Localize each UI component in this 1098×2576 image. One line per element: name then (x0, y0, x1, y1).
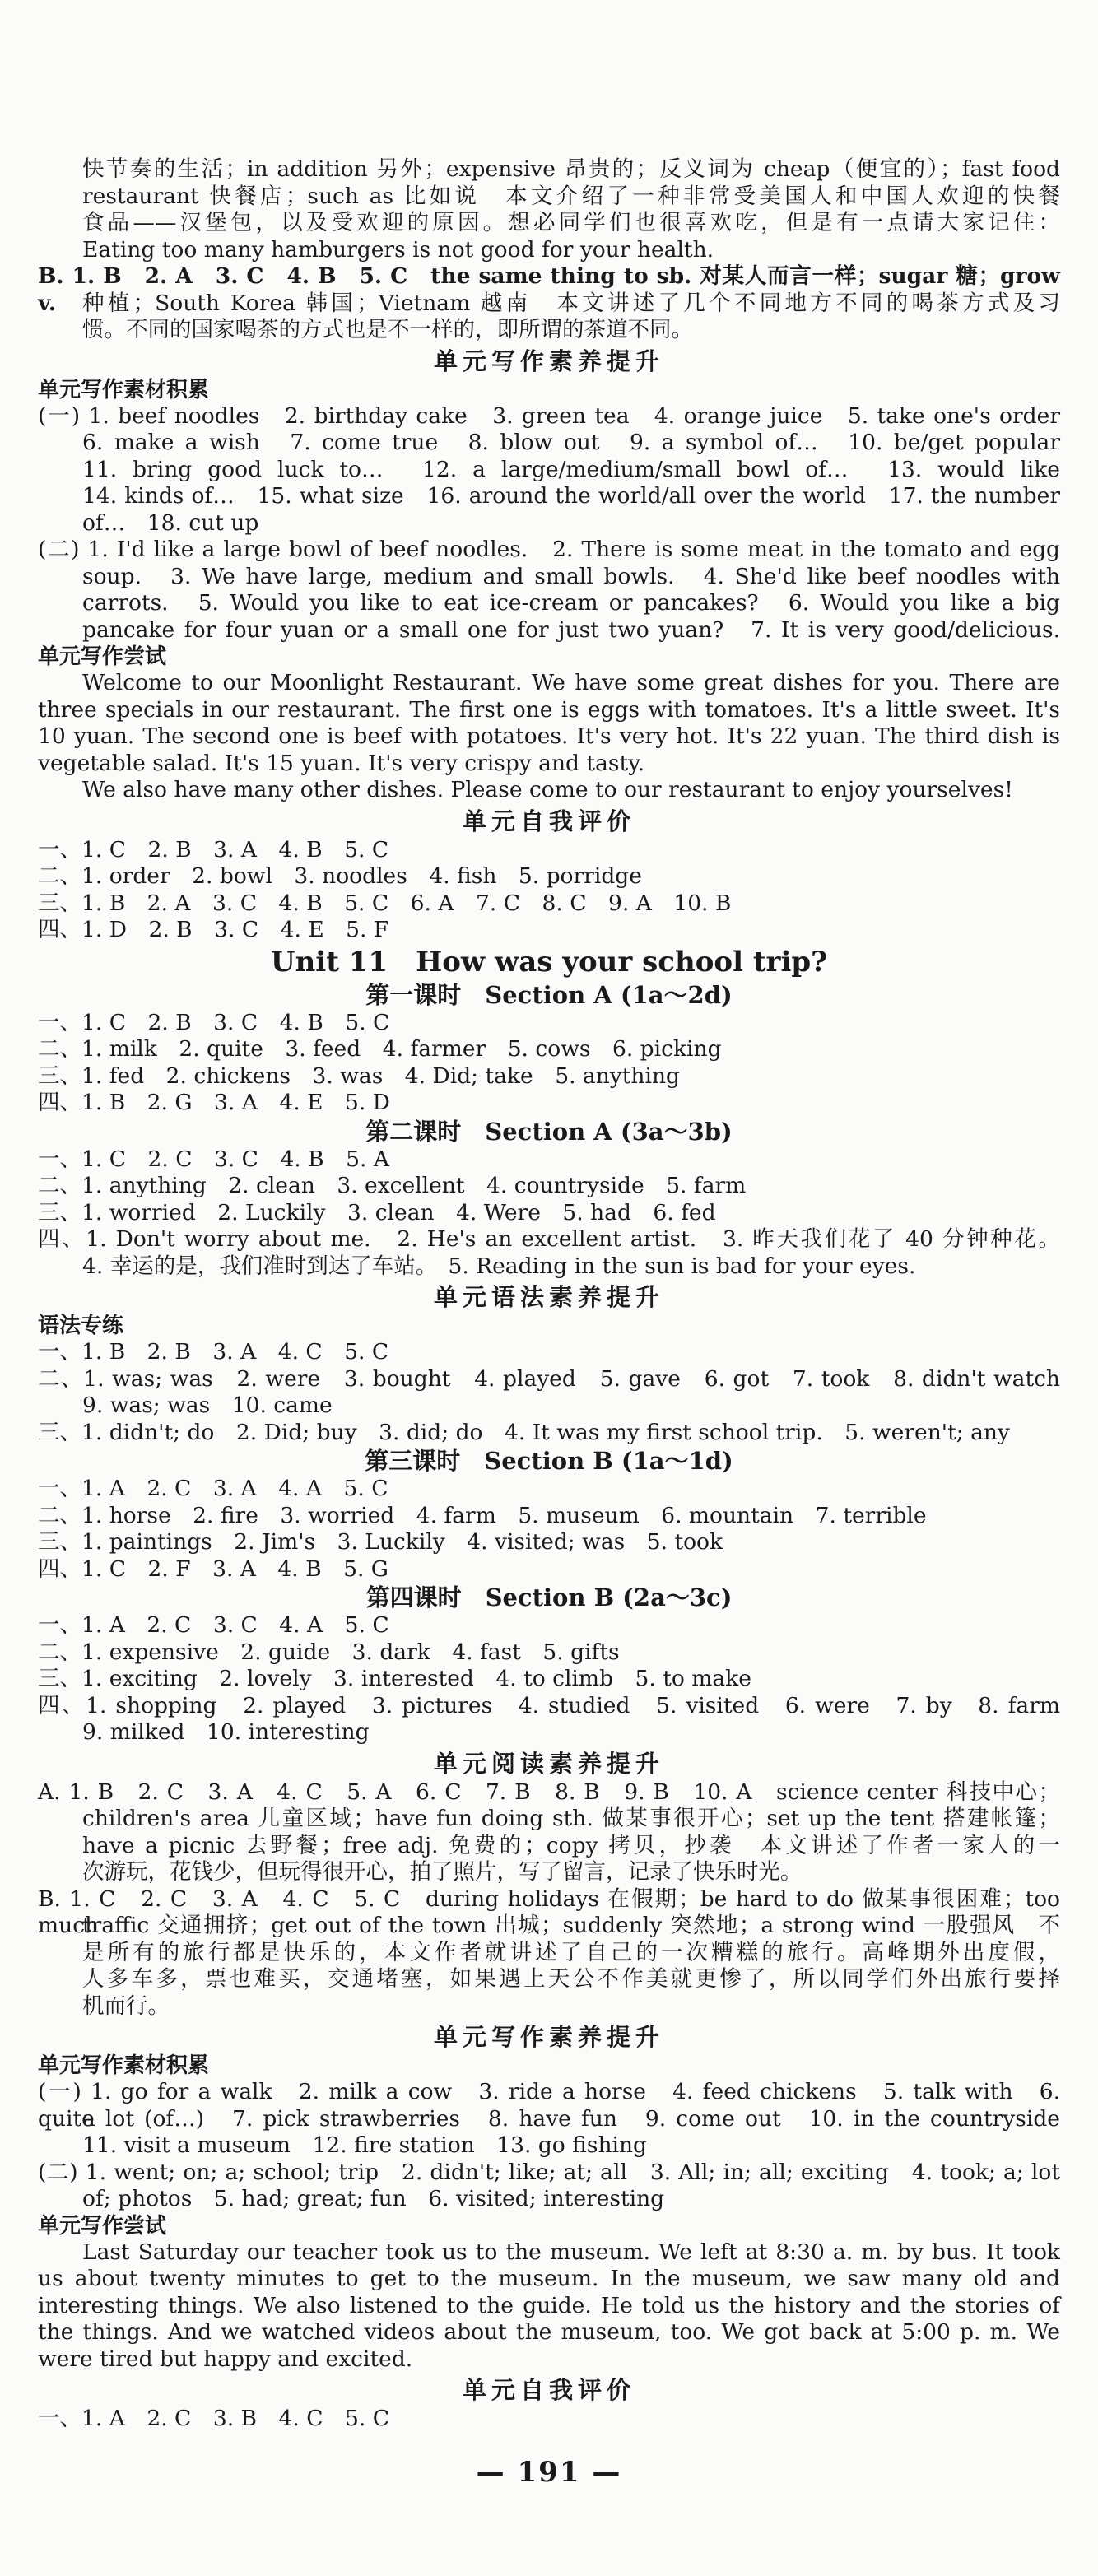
text-line: B. 1. B 2. A 3. C 4. B 5. C the same thing to sb. 对某人而言一样；sugar 糖；grow v. (38, 263, 1060, 316)
section-heading: 单元语法素养提升 (433, 1283, 664, 1311)
answer-line: 二、1. horse 2. fire 3. worried 4. farm 5. museum 6. mountain 7. terrible (38, 1502, 927, 1528)
answer-line: 9. was; was 10. came (82, 1393, 333, 1418)
text-line: 11. bring good luck to… 12. a large/medium/small bowl of… 13. would like (82, 456, 1060, 482)
answer-line: 三、1. didn't; do 2. Did; buy 3. did; do 4. It was my first school trip. 5. weren't; any (38, 1419, 1010, 1445)
section-heading: 单元写作素养提升 (433, 346, 664, 375)
answer-line: 二、1. expensive 2. guide 3. dark 4. fast 5. gifts (38, 1639, 620, 1665)
subsection-title: 单元写作素材积累 (38, 2053, 210, 2078)
essay-paragraph: Last Saturday our teacher took us to the museum. We left at 8:30 a. m. by bus. It took us about twenty minutes to get to the museum. In the museum, we saw many old and interesting things. We also listened to the guide. He told us the history and the stories of the things. And we watched videos about the museum, too. We got back at 5:00 p. m. We were tired but happy and excited. (38, 2239, 1060, 2372)
answer-line: 三、1. worried 2. Luckily 3. clean 4. Were 5. had 6. fed (38, 1199, 716, 1225)
text-line: pancake for four yuan or a small one for just two yuan? 7. It is very good/delicious. (82, 616, 1060, 643)
text-line: (二) 1. I'd like a large bowl of beef noodles. 2. There is some meat in the tomato and egg (38, 537, 1060, 562)
text-line: 机而行。 (82, 1992, 170, 2019)
answer-line: 三、1. paintings 2. Jim's 3. Luckily 4. visited; was 5. took (38, 1529, 723, 1555)
answer-line: 二、1. was; was 2. were 3. bought 4. played 5. gave 6. got 7. took 8. didn't watch (38, 1365, 1060, 1392)
text-line: 11. visit a museum 12. fire station 13. go fishing (82, 2132, 648, 2158)
text-line: a lot (of…) 7. pick strawberries 8. have fun 9. come out 10. in the countryside (82, 2105, 1060, 2132)
text-line: traffic 交通拥挤；get out of the town 出城；suddenly 突然地；a strong wind 一股强风 不 (82, 1913, 1060, 1938)
text-line: of; photos 5. had; great; fun 6. visited; interesting (82, 2186, 665, 2211)
answer-line: 四、1. B 2. G 3. A 4. E 5. D (38, 1090, 390, 1115)
text-line: 快节奏的生活；in addition 另外；expensive 昂贵的；反义词为 cheap（便宜的）；fast food (82, 156, 1060, 182)
text-line: 惯。不同的国家喝茶的方式也是不一样的，即所谓的茶道不同。 (82, 317, 693, 342)
text-line: B. 1. C 2. C 3. A 4. C 5. C during holidays 在假期；be hard to do 做某事很困难；too much (38, 1886, 1060, 1938)
essay-paragraph: Welcome to our Moonlight Restaurant. We have some great dishes for you. There are three specials in our restaurant. The first one is eggs with tomatoes. It's a little sweet. It's 10 yuan. The second one is beef with potatoes. It's very hot. It's 22 yuan. The third dish is vegetable salad. It's 15 yuan. It's very crispy and tasty. (38, 670, 1060, 776)
section-heading: 单元自我评价 (462, 2376, 635, 2404)
text-line: 种植；South Korea 韩国；Vietnam 越南 本文讲述了几个不同地方不同的喝茶方式及习 (82, 290, 1060, 316)
answer-line: 四、1. shopping 2. played 3. pictures 4. studied 5. visited 6. were 7. by 8. farm (38, 1692, 1060, 1718)
subsection-title: 单元写作素材积累 (38, 377, 210, 402)
unit-title: Unit 11 How was your school trip? (270, 945, 828, 979)
answer-line: 一、1. B 2. B 3. A 4. C 5. C (38, 1339, 389, 1365)
text-line: have a picnic 去野餐；free adj. 免费的；copy 拷贝，抄袭 本文讲述了作者一家人的一 (82, 1832, 1060, 1858)
answer-line: 一、1. A 2. C 3. B 4. C 5. C (38, 2406, 389, 2431)
text-line: Eating too many hamburgers is not good for your health. (82, 236, 714, 263)
text-line: of… 18. cut up (82, 509, 259, 536)
text-line: 次游玩，花钱少，但玩得很开心，拍了照片，写了留言，记录了快乐时光。 (82, 1859, 803, 1885)
lesson-title: 第二课时 Section A (3a～3b) (365, 1117, 733, 1146)
essay-paragraph: We also have many other dishes. Please come to our restaurant to enjoy yourselves! (82, 777, 1013, 802)
text-line: soup. 3. We have large, medium and small bowls. 4. She'd like beef noodles with (82, 563, 1060, 589)
subsection-title: 语法专练 (38, 1314, 124, 1338)
text-line: (一) 1. beef noodles 2. birthday cake 3. green tea 4. orange juice 5. take one's order (38, 402, 1060, 429)
subsection-title: 单元写作尝试 (38, 2213, 167, 2239)
text-line: children's area 儿童区域；have fun doing sth. 做某事很开心；set up the tent 搭建帐篷； (82, 1806, 1060, 1831)
answer-line: 一、1. C 2. B 3. A 4. B 5. C (38, 836, 389, 863)
text-line: restaurant 快餐店；such as 比如说 本文介绍了一种非常受美国人和中国人欢迎的快餐 (82, 183, 1060, 209)
answer-line: 一、1. A 2. C 3. A 4. A 5. C (38, 1476, 388, 1501)
lesson-title: 第三课时 Section B (1a～1d) (365, 1447, 733, 1475)
answer-line: 9. milked 10. interesting (82, 1719, 370, 1745)
section-heading: 单元阅读素养提升 (433, 1749, 664, 1778)
text-line: A. 1. B 2. C 3. A 4. C 5. A 6. C 7. B 8. B 9. B 10. A science center 科技中心； (38, 1779, 1060, 1805)
text-line: carrots. 5. Would you like to eat ice-cream or pancakes? 6. Would you like a big (82, 590, 1060, 616)
text-line: 6. make a wish 7. come true 8. blow out 9. a symbol of… 10. be/get popular (82, 430, 1060, 455)
answer-line: 三、1. B 2. A 3. C 4. B 5. C 6. A 7. C 8. C 9. A 10. B (38, 890, 732, 916)
answer-line: 三、1. fed 2. chickens 3. was 4. Did; take 5. anything (38, 1062, 680, 1089)
top-section (38, 156, 1060, 344)
answer-line: 一、1. C 2. C 3. C 4. B 5. A (38, 1146, 389, 1172)
answer-line: 一、1. A 2. C 3. C 4. A 5. C (38, 1612, 389, 1638)
text-line: 人多车多，票也难买，交通堵塞，如果遇上天公不作美就更惨了，所以同学们外出旅行要择 (82, 1966, 1060, 1992)
answer-line: 一、1. C 2. B 3. C 4. B 5. C (38, 1009, 390, 1035)
answer-line: 二、1. milk 2. quite 3. feed 4. farmer 5. cows 6. picking (38, 1036, 722, 1062)
answer-line: 4. 幸运的是，我们准时到达了车站。 5. Reading in the sun is bad for your eyes. (82, 1253, 916, 1279)
answer-line: 二、1. order 2. bowl 3. noodles 4. fish 5. porridge (38, 863, 642, 889)
section-heading: 单元自我评价 (462, 807, 635, 835)
text-line: (一) 1. go for a walk 2. milk a cow 3. ride a horse 4. feed chickens 5. talk with 6. quite (38, 2079, 1060, 2132)
page-number: — 191 — (476, 2455, 622, 2489)
subsection-title: 单元写作尝试 (38, 644, 167, 669)
text-line: (二) 1. went; on; a; school; trip 2. didn't; like; at; all 3. All; in; all; exciting 4. took; a; lot (38, 2159, 1060, 2185)
text-line: 是所有的旅行都是快乐的，本文作者就讲述了自己的一次糟糕的旅行。高峰期外出度假， (82, 1939, 1060, 1965)
lesson-title: 第一课时 Section A (1a～2d) (365, 980, 733, 1009)
text-line: 食品——汉堡包，以及受欢迎的原因。想必同学们也很喜欢吃，但是有一点请大家记住： (82, 210, 1060, 235)
text-line: 14. kinds of… 15. what size 16. around the world/all over the world 17. the number (82, 483, 1060, 509)
answer-line: 四、1. Don't worry about me. 2. He's an excellent artist. 3. 昨天我们花了 40 分钟种花。 (38, 1226, 1060, 1252)
answer-line: 四、1. C 2. F 3. A 4. B 5. G (38, 1555, 388, 1582)
answer-line: 二、1. anything 2. clean 3. excellent 4. countryside 5. farm (38, 1173, 747, 1198)
answer-line: 四、1. D 2. B 3. C 4. E 5. F (38, 917, 389, 942)
answer-line: 三、1. exciting 2. lovely 3. interested 4. to climb 5. to make (38, 1666, 751, 1691)
section-heading: 单元写作素养提升 (433, 2023, 664, 2051)
lesson-title: 第四课时 Section B (2a～3c) (365, 1583, 733, 1611)
